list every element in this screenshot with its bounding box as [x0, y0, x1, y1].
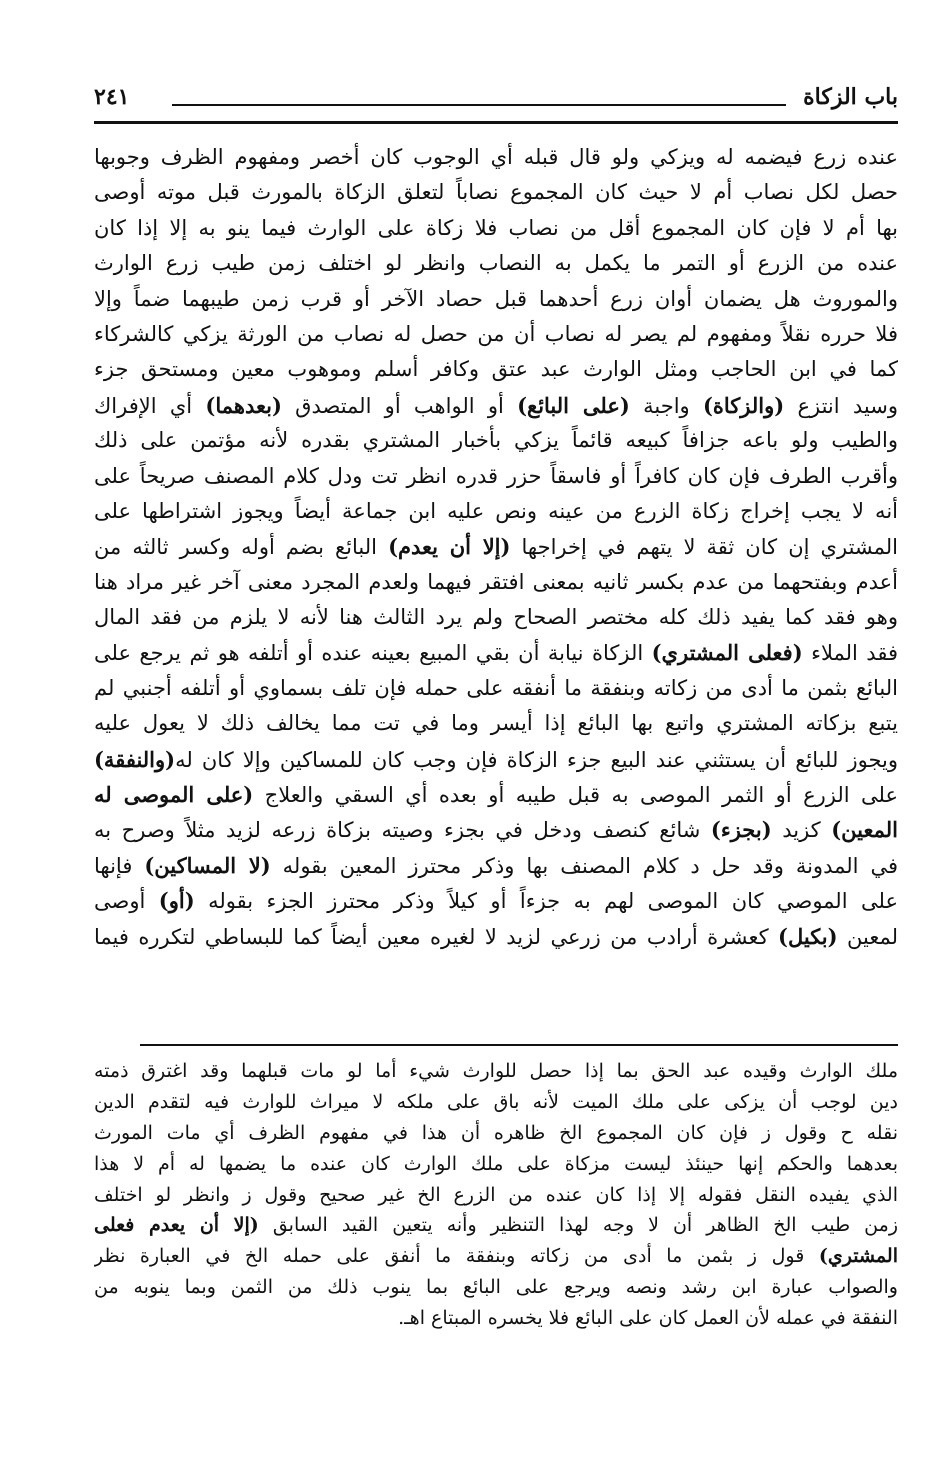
bold-matn-segment: (على البائع): [517, 392, 630, 418]
footnote-line: [94, 1087, 898, 1118]
bold-matn-segment: (أو): [158, 888, 195, 914]
text-segment: واجبة: [629, 393, 703, 418]
bold-matn-segment: (فعلى المشتري): [651, 640, 803, 666]
text-segment: لمعين: [837, 924, 898, 949]
text-segment: أوصى: [94, 889, 159, 914]
text-line: [94, 812, 898, 847]
footnote-line: [94, 1241, 898, 1272]
text-segment: عنده من الزرع أو التمر ما يكمل به النصاب وانظر لو اختلف زمن طيب زرع الوارث: [94, 251, 898, 276]
text-segment: ويجوز للبائع أن يستثني عند البيع جزء الزكاة فإن وجب كان للمساكين وإلا كان له: [175, 747, 898, 772]
text-segment: وهو فقد كما يفيد ذلك كله مختصر الصحاح ولم يرد الثالث هنا لأنه لا يلزم من فقد المال: [94, 605, 898, 630]
text-line: [94, 919, 898, 954]
text-segment: كما في ابن الحاجب ومثل الوارث عبد عتق وكافر أسلم وموهوب معين ومستحق جزء: [94, 357, 898, 382]
text-line: [94, 600, 898, 635]
text-segment: وأقرب الطرف فإن كان كافراً أو فاسقاً حزر قدره انظر تت ودل كلام المصنف صريحاً على: [94, 463, 898, 488]
text-segment: قول ز بثمن ما أدى من زكاته وبنفقة ما أنفق على حمله الخ في العبارة نظر: [94, 1245, 819, 1268]
footnote-line: [94, 1272, 898, 1303]
footnote-line: [94, 1118, 898, 1149]
text-segment: يتبع بزكاته المشتري واتبع بها البائع إذا أيسر وما في تت مما يخالف ذلك لا يعول عليه: [94, 711, 898, 736]
text-line: [94, 282, 898, 317]
text-segment: البائع بضم أوله وكسر ثالثه من: [94, 535, 389, 560]
bold-matn-segment: (إلا أن يعدم): [388, 534, 511, 560]
text-segment: الزكاة نيابة أن بقي المبيع بعينه عنده أو أتلفه هو ثم يرجع على: [94, 641, 652, 666]
text-segment: ملك الوارث وقيده عبد الحق بما إذا حصل للوارث شيء أما لو مات قبلهما وقد اغترق ذمته: [94, 1060, 898, 1082]
text-line: [94, 423, 898, 458]
text-segment: فقد الملاء: [802, 641, 898, 666]
footnote-line: [94, 1056, 898, 1087]
bold-matn-segment: (والنفقة): [94, 746, 176, 772]
bold-matn-segment: (على الموصى له: [94, 782, 254, 808]
text-segment: على الموصي كان الموصى لهم به جزءاً أو كيلاً وذكر محترز الجزء بقوله: [194, 889, 898, 914]
text-segment: عنده زرع فيضمه له ويزكي ولو قال قبله أي الوجوب كان أخصر ومفهوم الظرف وجوبها: [94, 145, 898, 169]
text-segment: المشتري إن كان ثقة لا يتهم في إخراجها: [510, 535, 898, 560]
text-segment: والصواب عبارة ابن رشد ونصه ويرجع على البائع بما ينوب ذلك من الثمن وبما ينوبه من: [94, 1276, 898, 1299]
text-segment: دين لوجب أن يزكى على ملك الميت لأنه باق على ملكه لا ميراث للوارث فيه لتقدم الدين: [94, 1090, 898, 1113]
text-segment: وسيد انتزع: [784, 393, 898, 418]
text-line: [94, 494, 898, 529]
text-segment: زمن طيب الخ الظاهر أن لا وجه لهذا التنظير وأنه يتعين القيد السابق: [258, 1214, 898, 1237]
text-line: [94, 883, 898, 918]
text-line: [94, 565, 898, 600]
text-segment: فلا حرره نقلاً ومفهوم لم يصر له نصاب أن من حصل له نصاب من الورثة يزكي كالشركاء: [94, 321, 898, 346]
text-segment: أي الإفراك: [94, 393, 206, 418]
text-line: [94, 706, 898, 741]
text-segment: الذي يفيده النقل فقوله إلا إذا كان عنده من الزرع الخ غير صحيح وقول ز وانظر لو اختلف: [94, 1183, 898, 1206]
text-line: [94, 352, 898, 387]
chapter-title: باب الزكاة: [803, 84, 898, 110]
text-line: [94, 140, 898, 175]
text-segment: كعشرة أرادب من زرعي لزيد لا لغيره معين أيضاً كما للبساطي لتكرره فيما: [94, 924, 779, 949]
footnotes: [94, 1056, 898, 1334]
text-line: [94, 777, 898, 812]
text-line: [94, 529, 898, 564]
page-number: ٢٤١: [94, 84, 130, 110]
text-segment: أنه لا يجب إخراج زكاة الزرع من عينه ونص عليه ابن جماعة أيضاً ويجوز اشتراطها على: [94, 498, 898, 523]
text-segment: فإنها: [94, 853, 145, 878]
header-rule: [94, 121, 898, 124]
text-segment: أو الواهب أو المتصدق: [281, 393, 518, 418]
text-line: [94, 246, 898, 281]
bold-matn-segment: (بجزء): [710, 817, 772, 843]
text-line: [94, 175, 898, 210]
text-segment: كزيد: [771, 818, 832, 843]
text-line: [94, 459, 898, 494]
text-segment: والموروث هل يضمان أوان زرع أحدهما قبل حصاد الآخر أو قرب زمن طيبهما ضماً وإلا: [94, 286, 898, 311]
text-segment: نقله ح وقول ز فإن كان المجموع الخ ظاهره أن هذا في مفهوم الظرف أي مات المورث: [94, 1121, 898, 1144]
footnote-line: [94, 1149, 898, 1180]
bold-matn-segment: (والزكاة): [702, 392, 785, 418]
text-line: [94, 317, 898, 352]
header-line: [172, 104, 786, 106]
text-segment: والطيب ولو باعه جزافاً كبيعه قائماً يزكي بأخبار المشتري بقدره لأنه مؤتمن على ذلك: [94, 428, 898, 453]
text-line: [94, 671, 898, 706]
text-segment: على الزرع أو الثمر الموصى به قبل طيبه أو بعده أي السقي والعلاج: [253, 783, 898, 808]
bold-matn-segment: المعين): [831, 817, 898, 843]
text-segment: في المدونة وقد حل د كلام المصنف بها وذكر محترز المعين بقوله: [270, 853, 898, 878]
text-segment: بعدهما والحكم إنها حينئذ ليست مزكاة على ملك الوارث كان عنده ما يضمها له أم لا هذا: [94, 1152, 898, 1175]
footnote-line: [94, 1180, 898, 1211]
text-segment: بها أم لا فإن كان المجموع أقل من نصاب فلا زكاة على الوارث فيما ينو به إلا إذا كان: [94, 215, 898, 240]
text-line: [94, 388, 898, 423]
text-segment: البائع بثمن ما أدى من زكاته وبنفقة ما أنفقه على حمله فإن تلف بسماوي أو أتلفه أجنبي لم: [94, 675, 898, 700]
text-line: [94, 635, 898, 670]
bold-matn-segment: (إلا أن يعدم فعلى: [94, 1214, 259, 1237]
footnote-line: [94, 1210, 898, 1241]
footnote-line: [94, 1303, 898, 1334]
text-segment: حصل لكل نصاب أم لا حيث كان المجموع نصاباً لتعلق الزكاة بالمورث قبل موته أوصى: [94, 180, 898, 205]
text-segment: أعدم وبفتحهما من عدم بكسر ثانيه بمعنى افتقر فيهما ولعدم المجرد معنى آخر غير مراد هنا: [94, 569, 898, 594]
bold-matn-segment: المشتري): [818, 1245, 898, 1268]
bold-matn-segment: (بكيل): [778, 923, 838, 949]
main-text: [94, 140, 898, 954]
footnote-separator: [140, 1044, 898, 1046]
running-header: [94, 82, 898, 122]
text-line: [94, 211, 898, 246]
text-line: [94, 848, 898, 883]
text-segment: النفقة في عمله لأن العمل كان على البائع فلا يخسره المبتاع اهـ.: [398, 1307, 898, 1330]
bold-matn-segment: (بعدهما): [205, 392, 282, 418]
text-line: [94, 742, 898, 777]
bold-matn-segment: (لا المساكين): [144, 852, 271, 878]
text-segment: شائع كنصف ودخل في بجزء وصيته بزكاة زرعه لزيد مثلاً وصرح به: [94, 818, 711, 843]
